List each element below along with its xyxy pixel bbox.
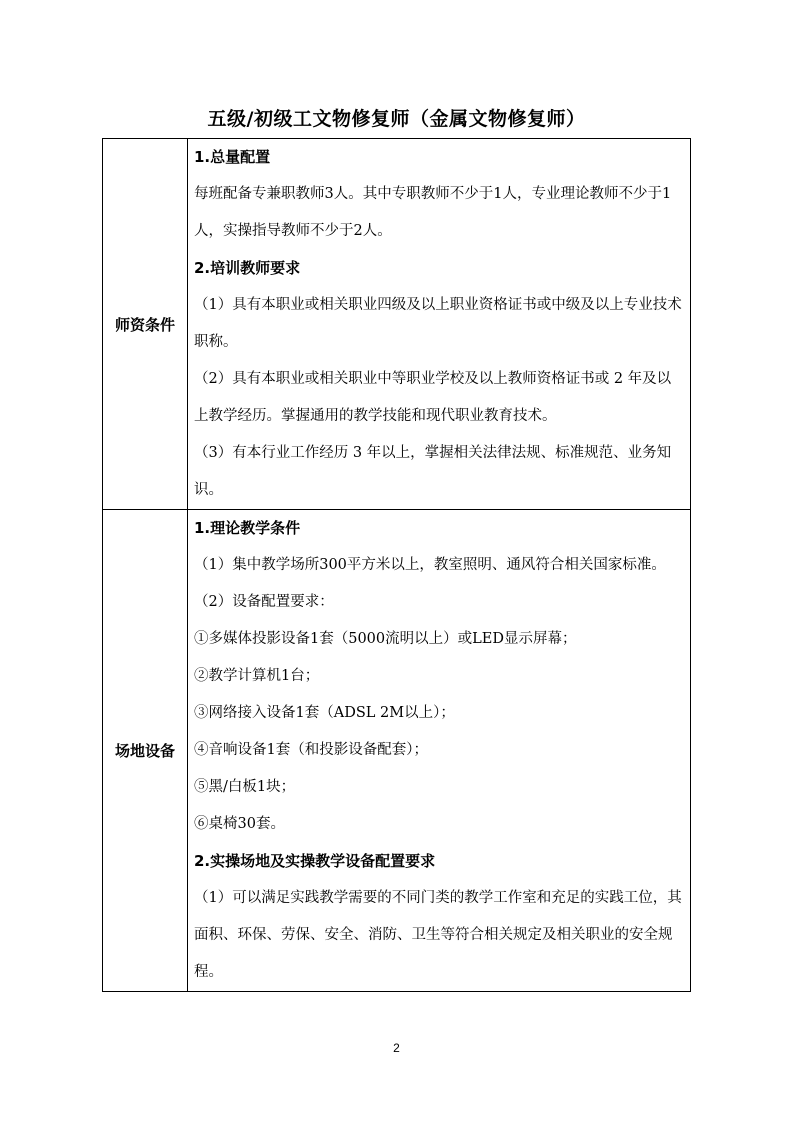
equipment-item: ⑤黑/白板1块； <box>194 779 296 795</box>
paragraph: （2）设备配置要求： <box>194 594 334 610</box>
paragraph: （1）集中教学场所300平方米以上，教室照明、通风符合相关国家标准。 <box>194 557 666 573</box>
table-row-facilities <box>103 510 691 992</box>
equipment-item: ③网络接入设备1套（ADSL 2M以上）； <box>194 705 455 721</box>
section-heading: 1.理论教学条件 <box>194 519 301 537</box>
page-number: 2 <box>393 1041 400 1055</box>
paragraph: （1）可以满足实践教学需要的不同门类的教学工作室和充足的实践工位，其面积、环保、劳保、安全、消防、卫生等符合相关规定及相关职业的安全规程。 <box>194 890 682 980</box>
page-title: 五级/初级工文物修复师（金属文物修复师） <box>207 108 586 130</box>
row-content-teachers <box>188 139 691 510</box>
section-heading: 2.实操场地及实操教学设备配置要求 <box>194 852 436 870</box>
paragraph: （2）具有本职业或相关职业中等职业学校及以上教师资格证书或 2 年及以上教学经历。掌握通用的教学技能和现代职业教育技术。 <box>194 371 672 424</box>
row-label-facilities: 场地设备 <box>103 510 188 992</box>
requirements-table <box>102 138 691 992</box>
equipment-item: ④音响设备1套（和投影设备配套）； <box>194 742 428 758</box>
paragraph: 每班配备专兼职教师3人。其中专职教师不少于1人，专业理论教师不少于1人，实操指导教师不少于2人。 <box>194 186 672 239</box>
row-content-facilities <box>188 510 691 992</box>
section-heading: 2.培训教师要求 <box>194 259 301 277</box>
equipment-item: ①多媒体投影设备1套（5000流明以上）或LED显示屏幕； <box>194 631 577 647</box>
equipment-item: ②教学计算机1台； <box>194 668 320 684</box>
table-row-teachers <box>103 139 691 510</box>
section-heading: 1.总量配置 <box>194 148 271 166</box>
row-label-teachers: 师资条件 <box>103 139 188 510</box>
equipment-item: ⑥桌椅30套。 <box>194 816 285 832</box>
paragraph: （3）有本行业工作经历 3 年以上，掌握相关法律法规、标准规范、业务知识。 <box>194 445 672 498</box>
paragraph: （1）具有本职业或相关职业四级及以上职业资格证书或中级及以上专业技术职称。 <box>194 297 682 350</box>
